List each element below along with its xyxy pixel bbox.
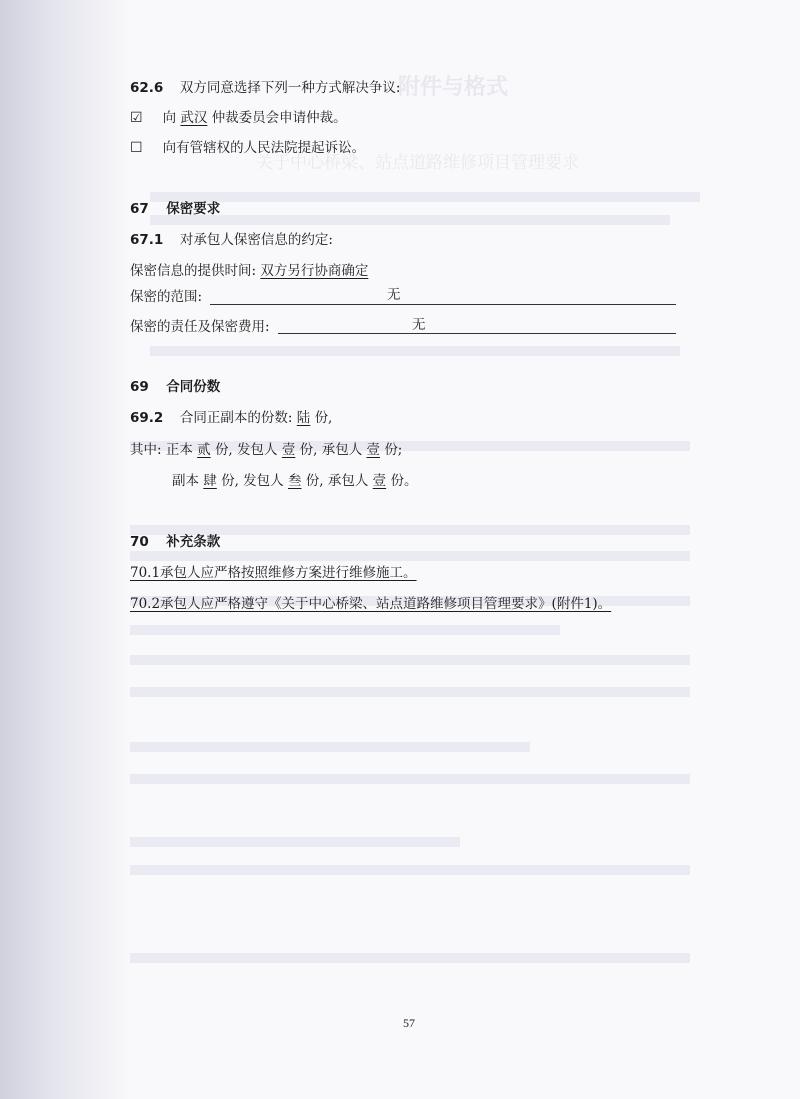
copies-count: 肆 — [203, 473, 217, 489]
scan-shadow — [0, 0, 130, 1099]
row-text: 份, 发包人 — [221, 473, 284, 489]
bleed-through-line — [130, 687, 690, 697]
section-67-heading — [130, 199, 220, 219]
copies-total: 陆 — [296, 410, 311, 426]
clause-number: 69.2 — [130, 410, 164, 426]
clause-69-2 — [130, 408, 332, 428]
clause-text-end: 份, — [314, 410, 333, 426]
section-69-heading — [130, 377, 220, 397]
field-value: 双方另行协商确定 — [260, 263, 369, 279]
row-label: 其中: 正本 — [130, 442, 193, 458]
heading-number: 70 — [130, 534, 149, 550]
dispute-option-litigation — [130, 138, 365, 158]
option-suffix: 仲裁委员会申请仲裁。 — [211, 110, 347, 126]
clause-number: 67.1 — [130, 232, 164, 248]
clause-62-6 — [130, 78, 400, 98]
copies-row — [172, 471, 417, 491]
checked-checkbox-icon: ☑ — [130, 110, 143, 126]
confidential-cost-value: 无 — [412, 317, 426, 333]
originals-employer: 壹 — [281, 442, 296, 458]
bleed-through-line — [130, 655, 690, 665]
bleed-through-line — [150, 346, 680, 356]
clause-text: 双方同意选择下列一种方式解决争议: — [179, 80, 401, 96]
arbitration-city: 武汉 — [180, 110, 208, 126]
bleed-through-subtitle: 关于中心桥梁、站点道路维修项目管理要求 — [256, 153, 579, 173]
option-prefix: 向 — [162, 110, 177, 126]
copies-employer: 叁 — [287, 473, 302, 489]
clause-number: 62.6 — [130, 80, 164, 96]
bleed-through-line — [130, 774, 690, 784]
heading-text: 合同份数 — [166, 379, 221, 395]
row-label: 副本 — [172, 473, 199, 489]
originals-contractor: 壹 — [366, 442, 381, 458]
bleed-through-line — [130, 625, 560, 635]
confidential-scope-label: 保密的范围: — [130, 289, 203, 305]
supplementary-clause-70-2: 70.2承包人应严格遵守《关于中心桥梁、站点道路维修项目管理要求》(附件1)。 — [130, 596, 612, 612]
bleed-through-line — [130, 953, 690, 963]
clause-text: 合同正副本的份数: — [179, 410, 293, 426]
bleed-through-line — [150, 215, 670, 225]
bleed-through-line — [150, 192, 700, 202]
confidential-time-row — [130, 261, 368, 281]
empty-checkbox-icon: ☐ — [130, 140, 143, 156]
confidential-cost-label: 保密的责任及保密费用: — [130, 319, 270, 335]
heading-text: 保密要求 — [166, 201, 221, 217]
heading-number: 67 — [130, 201, 149, 217]
field-label: 保密信息的提供时间: — [130, 263, 257, 279]
bleed-through-line — [130, 865, 690, 875]
row-text: 份; — [384, 442, 403, 458]
option-text: 向有管辖权的人民法院提起诉讼。 — [162, 140, 366, 156]
row-text: 份, 承包人 — [305, 473, 369, 489]
copies-contractor: 壹 — [372, 473, 387, 489]
dispute-option-arbitration — [130, 108, 347, 128]
row-text: 份, 发包人 — [214, 442, 278, 458]
originals-total: 贰 — [197, 442, 211, 458]
bleed-through-line — [130, 551, 690, 561]
section-70-heading — [130, 532, 220, 552]
supplementary-clause-70-1: 70.1承包人应严格按照维修方案进行维修施工。 — [130, 565, 417, 581]
clause-67-1 — [130, 230, 333, 250]
heading-text: 补充条款 — [166, 534, 221, 550]
heading-number: 69 — [130, 379, 149, 395]
clause-text: 对承包人保密信息的约定: — [179, 232, 333, 248]
fill-line — [278, 333, 676, 334]
page-number: 57 — [403, 1016, 415, 1030]
row-text: 份。 — [390, 473, 418, 489]
bleed-through-line — [130, 742, 530, 752]
fill-line — [210, 304, 676, 305]
row-text: 份, 承包人 — [299, 442, 363, 458]
bleed-through-line — [130, 837, 460, 847]
bleed-through-title: 附件与格式 — [398, 75, 509, 100]
originals-row — [130, 440, 402, 460]
confidential-scope-value: 无 — [387, 287, 401, 303]
